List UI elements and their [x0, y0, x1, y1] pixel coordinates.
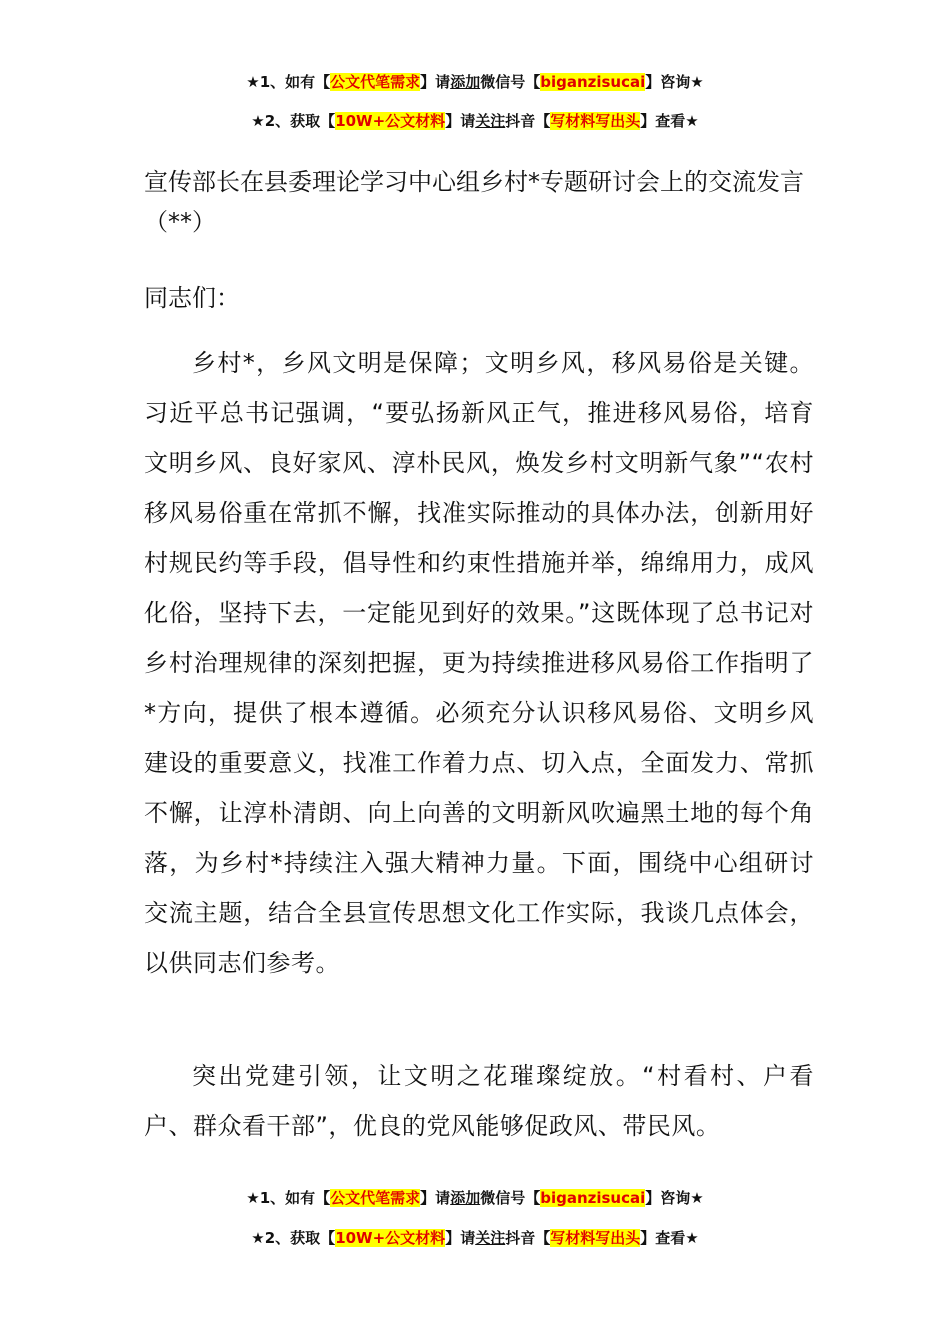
banner-text: 】查看★: [640, 112, 699, 130]
banner-text: 】咨询★: [645, 73, 704, 91]
underlined-text: 关注: [475, 112, 506, 130]
banner-text: 抖音【: [505, 1229, 551, 1247]
banner-text: 微信号【: [480, 73, 541, 91]
banner-text: ★1、如有【: [246, 1189, 331, 1207]
banner-text: ★1、如有【: [246, 73, 331, 91]
douyin-id-highlight: 写材料写出头: [550, 112, 641, 130]
bottom-banner-line-1: [0, 1188, 950, 1208]
bottom-banner-line-2: [0, 1228, 950, 1248]
underlined-text: 关注: [475, 1229, 506, 1247]
highlight-text: 公文代笔需求: [330, 1189, 421, 1207]
banner-text: ★2、获取【: [251, 1229, 336, 1247]
banner-text: 抖音【: [505, 112, 551, 130]
banner-text: 】请: [420, 73, 451, 91]
highlight-text: 公文代笔需求: [330, 73, 421, 91]
top-banner-line-1: [0, 72, 950, 92]
salutation: 同志们：: [144, 284, 240, 312]
banner-text: 】咨询★: [645, 1189, 704, 1207]
banner-text: 】查看★: [640, 1229, 699, 1247]
banner-text: ★2、获取【: [251, 112, 336, 130]
highlight-text: 10W+公文材料: [335, 1229, 446, 1247]
wechat-id-highlight: biganzisucai: [540, 73, 646, 91]
underlined-text: 添加: [450, 73, 481, 91]
banner-text: 微信号【: [480, 1189, 541, 1207]
highlight-text: 10W+公文材料: [335, 112, 446, 130]
body-paragraph-2: 突出党建引领，让文明之花璀璨绽放。“村看村、户看户、群众看干部”，优良的党风能够促政风、带民风。: [144, 1062, 814, 1140]
banner-text: 】请: [445, 1229, 476, 1247]
top-banner-line-2: [0, 111, 950, 131]
body-paragraph-1: 乡村*，乡风文明是保障；文明乡风，移风易俗是关键。习近平总书记强调，“要弘扬新风正气，推进移风易俗，培育文明乡风、良好家风、淳朴民风，焕发乡村文明新气象”“农村移风易俗重在常抓不懈，找准实际推动的具体办法，创新用好村规民约等手段，倡导性和约束性措施并举，绵绵用力，成风化俗，坚持下去，一定能见到好的效果。”这既体现了总书记对乡村治理规律的深刻把握，更为持续推进移风易俗工作指明了*方向，提供了根本遵循。必须充分认识移风易俗、文明乡风建设的重要意义，找准工作着力点、切入点，全面发力、常抓不懈，让淳朴清朗、向上向善的文明新风吹遍黑土地的每个角落，为乡村*持续注入强大精神力量。下面，围绕中心组研讨交流主题，结合全县宣传思想文化工作实际，我谈几点体会，以供同志们参考。: [144, 349, 814, 977]
underlined-text: 添加: [450, 1189, 481, 1207]
wechat-id-highlight: biganzisucai: [540, 1189, 646, 1207]
document-title: 宣传部长在县委理论学习中心组乡村*专题研讨会上的交流发言（**）: [144, 168, 804, 236]
banner-text: 】请: [420, 1189, 451, 1207]
banner-text: 】请: [445, 112, 476, 130]
douyin-id-highlight: 写材料写出头: [550, 1229, 641, 1247]
